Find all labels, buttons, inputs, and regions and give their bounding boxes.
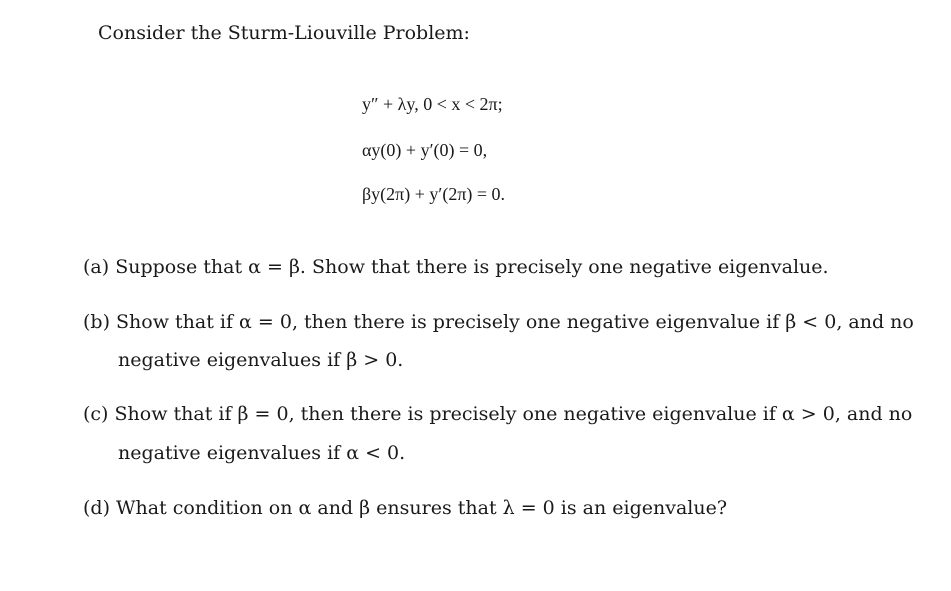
equation-boundary-left: αy(0) + y′(0) = 0, [362,140,488,160]
part-b-line1: (b) Show that if α = 0, then there is precisely one negative eigenvalue if β < 0, and no [83,311,914,333]
problem-intro: Consider the Sturm-Liouville Problem: [98,22,470,44]
part-c-line2: negative eigenvalues if α < 0. [118,442,406,464]
equation-boundary-right: βy(2π) + y′(2π) = 0. [362,184,506,204]
part-b-line2: negative eigenvalues if β > 0. [118,349,404,371]
part-a: (a) Suppose that α = β. Show that there is precisely one negative eigenvalue. [83,256,829,278]
part-d: (d) What condition on α and β ensures that λ = 0 is an eigenvalue? [83,497,728,519]
equation-ode: y″ + λy, 0 < x < 2π; [362,94,503,114]
part-c-line1: (c) Show that if β = 0, then there is precisely one negative eigenvalue if α > 0, and no [83,403,913,425]
